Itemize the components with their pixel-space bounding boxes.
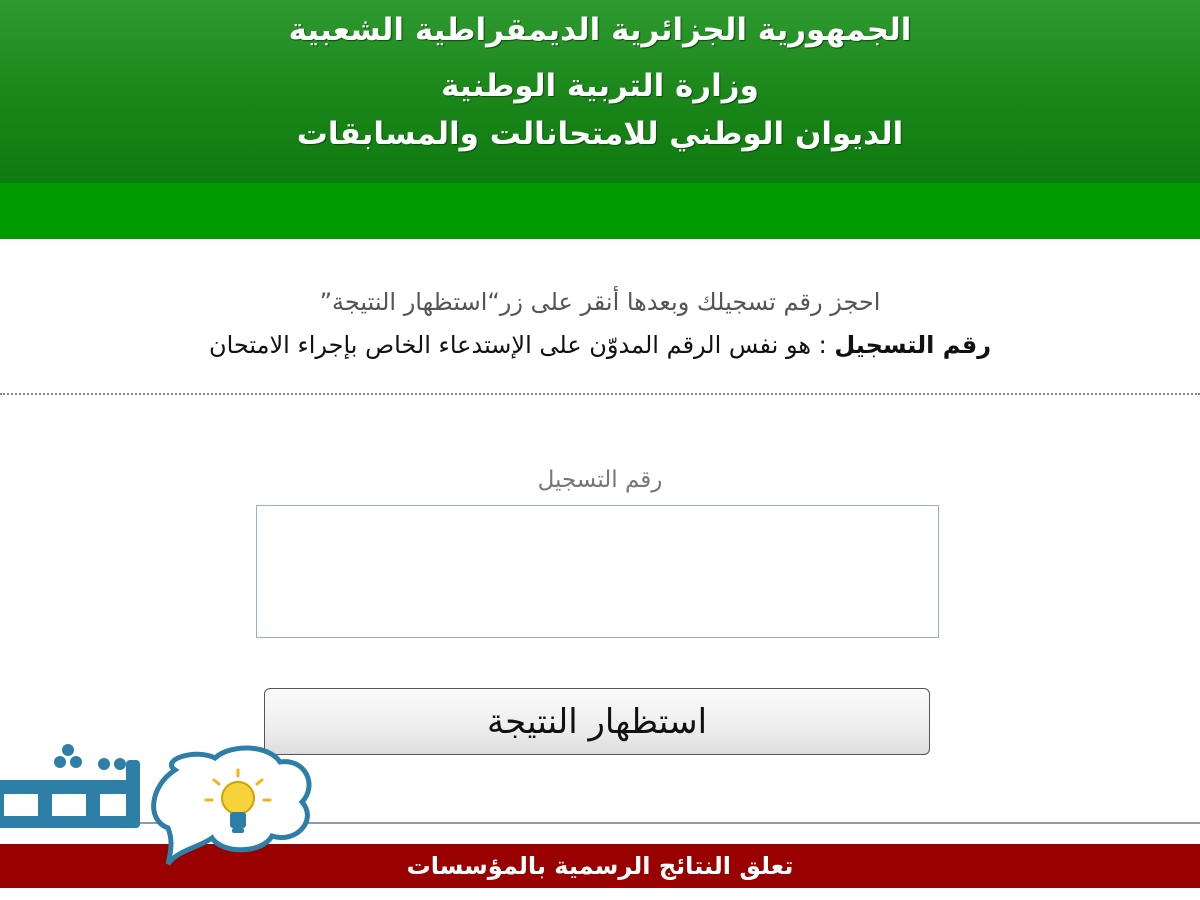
lightbulb-icon bbox=[154, 748, 309, 864]
footer-banner: تعلق النتائج الرسمية بالمؤسسات bbox=[0, 844, 1200, 888]
instructions-line-1: احجز رقم تسجيلك وبعدها أنقر على زر“استظهار النتيجة” bbox=[319, 288, 881, 316]
divider-top bbox=[0, 393, 1200, 395]
show-result-button[interactable]: استظهار النتيجة bbox=[264, 688, 930, 755]
instructions bbox=[0, 282, 1200, 368]
header-banner bbox=[0, 0, 1200, 183]
header-title-ministry: وزارة التربية الوطنية bbox=[441, 68, 759, 104]
registration-number-term: رقم التسجيل bbox=[834, 331, 992, 359]
registration-number-input[interactable] bbox=[256, 505, 939, 638]
instructions-line-2 bbox=[0, 322, 1200, 368]
header-title-republic: الجمهورية الجزائرية الديمقراطية الشعبية bbox=[288, 12, 912, 48]
header-strip bbox=[0, 183, 1200, 239]
logo-lettering bbox=[0, 744, 140, 828]
registration-number-label: رقم التسجيل bbox=[537, 467, 663, 493]
registration-number-explanation: : هو نفس الرقم المدوّن على الإستدعاء الخاص بإجراء الامتحان bbox=[208, 331, 827, 359]
header-title-office: الديوان الوطني للامتحانالت والمسابقات bbox=[296, 116, 904, 152]
thaqaf-logo bbox=[0, 740, 320, 880]
